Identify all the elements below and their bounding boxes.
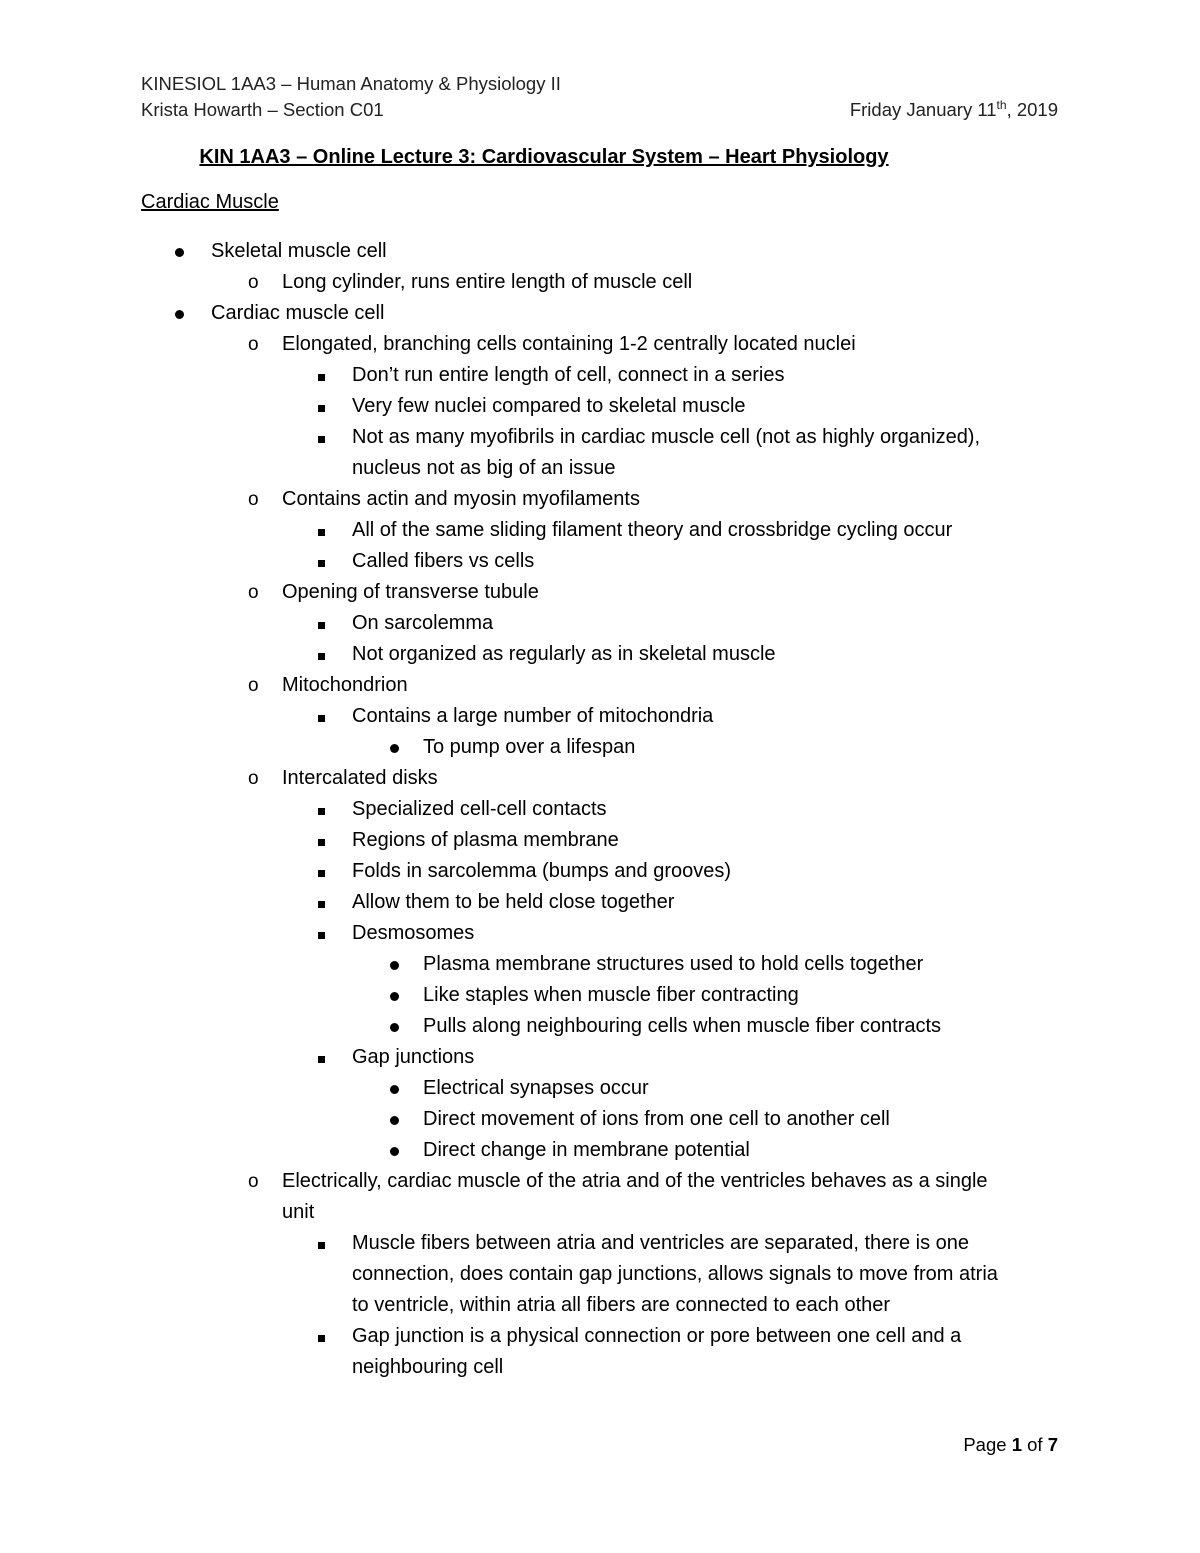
bullet-square-icon (318, 1042, 325, 1073)
outline-item-text: All of the same sliding filament theory and crossbridge cycling occur (352, 519, 953, 541)
bullet-circle-icon: o (248, 1171, 259, 1192)
outline-item-text: Skeletal muscle cell (211, 240, 387, 262)
bullet-disc-icon (175, 298, 184, 329)
outline-line (0, 236, 1200, 267)
outline-item-text: Opening of transverse tubule (282, 581, 539, 603)
bullet-disc-icon (390, 980, 399, 1011)
bullet-disc-icon (390, 1073, 399, 1104)
outline-line (0, 608, 1200, 639)
outline-item-text: Very few nuclei compared to skeletal muscle (352, 395, 746, 417)
outline-item-text: Folds in sarcolemma (bumps and grooves) (352, 860, 732, 882)
outline-line (0, 1321, 1200, 1352)
outline-line (0, 1104, 1200, 1135)
outline-item-text: Not organized as regularly as in skeletal muscle (352, 643, 776, 665)
page-title: KIN 1AA3 – Online Lecture 3: Cardiovascular System – Heart Physiology (199, 146, 889, 168)
outline-item-text: Like staples when muscle fiber contracting (423, 984, 799, 1006)
bullet-square-icon (318, 546, 325, 577)
bullet-disc-icon (390, 1135, 399, 1166)
outline-line (0, 856, 1200, 887)
outline-line (0, 1166, 1200, 1197)
outline-item-text: Electrically, cardiac muscle of the atria and of the ventricles behaves as a single (282, 1170, 988, 1192)
outline-item-text: neighbouring cell (352, 1356, 504, 1378)
outline-item-text: Not as many myofibrils in cardiac muscle cell (not as highly organized), (352, 426, 981, 448)
outline-line (0, 763, 1200, 794)
bullet-square-icon (318, 515, 325, 546)
bullet-circle-icon: o (248, 272, 259, 293)
outline-line (0, 1228, 1200, 1259)
author-header: Krista Howarth – Section C01 (141, 99, 384, 120)
outline-line (0, 1197, 1200, 1228)
outline-item-text: Cardiac muscle cell (211, 302, 385, 324)
outline-item-text: Elongated, branching cells containing 1-2 centrally located nuclei (282, 333, 856, 355)
bullet-disc-icon (390, 732, 399, 763)
bullet-circle-icon: o (248, 768, 259, 789)
outline-item-text: Direct movement of ions from one cell to another cell (423, 1108, 890, 1130)
outline-line (0, 794, 1200, 825)
bullet-square-icon (318, 1321, 325, 1352)
bullet-square-icon (318, 918, 325, 949)
page-prefix: Page (963, 1434, 1012, 1455)
outline-item-text: connection, does contain gap junctions, allows signals to move from atria (352, 1263, 998, 1285)
outline-item-text: Long cylinder, runs entire length of muscle cell (282, 271, 693, 293)
page-current: 1 (1011, 1434, 1022, 1455)
outline-line (0, 577, 1200, 608)
outline-item-text: Allow them to be held close together (352, 891, 675, 913)
outline-line (0, 701, 1200, 732)
outline-line (0, 1011, 1200, 1042)
bullet-disc-icon (175, 236, 184, 267)
outline-line (0, 1352, 1200, 1383)
outline-item-text: Regions of plasma membrane (352, 829, 619, 851)
outline-item-text: Specialized cell-cell contacts (352, 798, 607, 820)
outline-item-text: On sarcolemma (352, 612, 494, 634)
date-prefix: Friday January 11 (849, 99, 997, 120)
outline-item-text: Don’t run entire length of cell, connect in a series (352, 364, 785, 386)
page-number (963, 1434, 1058, 1456)
outline-item-text: unit (282, 1201, 315, 1223)
outline-line (0, 887, 1200, 918)
outline-item-text: Intercalated disks (282, 767, 438, 789)
bullet-square-icon (318, 608, 325, 639)
bullet-square-icon (318, 1228, 325, 1259)
outline-line (0, 980, 1200, 1011)
outline-item-text: Contains actin and myosin myofilaments (282, 488, 640, 510)
bullet-circle-icon: o (248, 489, 259, 510)
date-header (850, 99, 1058, 121)
bullet-square-icon (318, 856, 325, 887)
outline-line (0, 1073, 1200, 1104)
outline-line (0, 391, 1200, 422)
outline-line (0, 1135, 1200, 1166)
outline-line (0, 1290, 1200, 1321)
outline-line (0, 267, 1200, 298)
outline-line (0, 1042, 1200, 1073)
bullet-circle-icon: o (248, 675, 259, 696)
outline-line (0, 422, 1200, 453)
bullet-circle-icon: o (248, 582, 259, 603)
outline-line (0, 918, 1200, 949)
outline-item-text: Direct change in membrane potential (423, 1139, 750, 1161)
outline-item-text: Plasma membrane structures used to hold cells together (423, 953, 924, 975)
outline-line (0, 949, 1200, 980)
outline-item-text: Desmosomes (352, 922, 475, 944)
outline-item-text: Gap junctions (352, 1046, 475, 1068)
outline-item-text: Gap junction is a physical connection or pore between one cell and a (352, 1325, 962, 1347)
outline-line (0, 329, 1200, 360)
bullet-square-icon (318, 639, 325, 670)
outline-line (0, 732, 1200, 763)
date-sup: th (996, 98, 1007, 112)
outline-item-text: Electrical synapses occur (423, 1077, 649, 1099)
outline-item-text: Pulls along neighbouring cells when muscle fiber contracts (423, 1015, 942, 1037)
bullet-disc-icon (390, 1011, 399, 1042)
outline-item-text: To pump over a lifespan (423, 736, 636, 758)
bullet-square-icon (318, 825, 325, 856)
outline-line (0, 515, 1200, 546)
bullet-circle-icon: o (248, 334, 259, 355)
outline-line (0, 546, 1200, 577)
bullet-square-icon (318, 794, 325, 825)
outline-line (0, 670, 1200, 701)
bullet-disc-icon (390, 1104, 399, 1135)
bullet-disc-icon (390, 949, 399, 980)
outline-list (0, 236, 1200, 1383)
page-mid: of (1021, 1434, 1048, 1455)
page-total: 7 (1047, 1434, 1058, 1455)
bullet-square-icon (318, 422, 325, 453)
outline-line (0, 639, 1200, 670)
outline-line (0, 298, 1200, 329)
outline-item-text: Muscle fibers between atria and ventricles are separated, there is one (352, 1232, 970, 1254)
course-header: KINESIOL 1AA3 – Human Anatomy & Physiology II (141, 73, 561, 94)
bullet-square-icon (318, 360, 325, 391)
outline-item-text: Called fibers vs cells (352, 550, 535, 572)
outline-line (0, 825, 1200, 856)
outline-line (0, 453, 1200, 484)
bullet-square-icon (318, 701, 325, 732)
outline-item-text: nucleus not as big of an issue (352, 457, 616, 479)
outline-line (0, 1259, 1200, 1290)
outline-item-text: Contains a large number of mitochondria (352, 705, 714, 727)
outline-line (0, 484, 1200, 515)
bullet-square-icon (318, 887, 325, 918)
outline-item-text: Mitochondrion (282, 674, 408, 696)
section-heading: Cardiac Muscle (141, 191, 279, 213)
date-suffix: , 2019 (1006, 99, 1058, 120)
outline-line (0, 360, 1200, 391)
outline-item-text: to ventricle, within atria all fibers are connected to each other (352, 1294, 891, 1316)
bullet-square-icon (318, 391, 325, 422)
